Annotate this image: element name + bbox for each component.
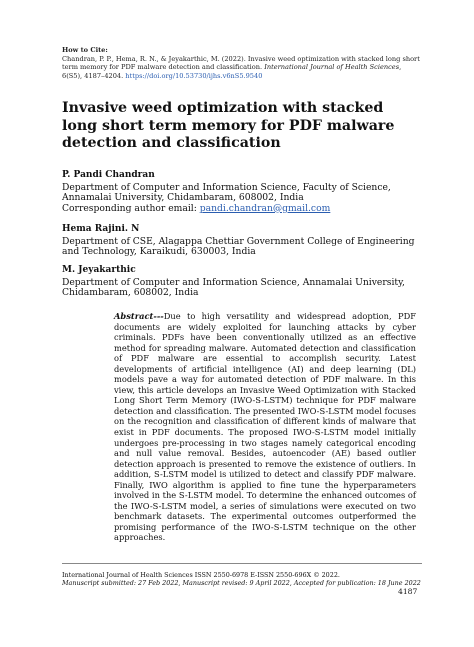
author-name: Hema Rajini. N [62,224,140,234]
citation-doi-link[interactable]: https://doi.org/10.53730/ijhs.v6nS5.9540 [125,71,263,80]
author-2 [62,224,422,258]
author-name: M. Jeyakarthic [62,265,136,275]
author-name: P. Pandi Chandran [62,170,155,180]
author-1 [62,170,422,214]
citation-block [62,46,422,80]
abstract-heading: Abstract--- [114,311,164,321]
page-number: 4187 [398,587,418,596]
paper-title: Invasive weed optimization with stacked long short term memory for PDF malware detection and classification [62,100,395,152]
author-affiliation: Department of Computer and Information Science, Faculty of Science, Annamalai University, Chidambaram, 608002, India [62,181,391,204]
abstract-text: Due to high versatility and widespread adoption, PDF documents are widely exploited for launching attacks by cyber criminals. PDFs have been conventionally utilized as an effective method for spreading malware. Automated detection and classification of PDF malware are essential to accomplish security. Latest developments of artificial intelligence (AI) and deep learning (DL) models pave a way for automated detection of PDF malware. In this view, this article develops an Invasive Weed Optimization with Stacked Long Short Term Memory (IWO-S-LSTM) technique for PDF malware detection and classification. The presented IWO-S-LSTM model focuses on the recognition and classification of different kinds of malware that exist in PDF documents. The proposed IWO-S-LSTM model initially undergoes pre-processing in two stages namely categorical encoding and null value removal. Besides, autoencoder (AE) based outlier detection approach is presented to remove the existence of outliers. In addition, S-LSTM model is utilized to detect and classify PDF malware. Finally, IWO algorithm is applied to fine tune the hyperparameters involved in the S-LSTM model. To determine the enhanced outcomes of the IWO-S-LSTM model, a series of simulations were executed on two benchmark datasets. The experimental outcomes outperformed the promising performance of the IWO-S-LSTM technique on the other approaches. [114,311,416,543]
author-email-link[interactable]: pandi.chandran@gmail.com [199,202,331,214]
abstract [114,311,416,543]
citation-label: How to Cite: [62,46,108,54]
footer-journal-line: International Journal of Health Sciences ISSN 2550-6978 E-ISSN 2550-696X © 2022. [62,571,340,579]
author-3 [62,265,422,299]
email-label: Corresponding author email: [62,202,200,214]
author-affiliation: Department of CSE, Alagappa Chettiar Government College of Engineering and Technology, Karaikudi, 630003, India [62,235,415,258]
citation-journal: International Journal of Health Sciences [264,63,400,72]
footer [62,571,422,587]
author-affiliation: Department of Computer and Information Science, Annamalai University, Chidambaram, 608002, India [62,276,405,299]
citation-authors: Chandran, P. P., Hema, R. N., & Jeyakarthic, M. (2022). Invasive weed optimization with stacked long short term memory for PDF malware detection and classification. [62,54,420,72]
footer-dates: Manuscript submitted: 27 Feb 2022, Manuscript revised: 9 April 2022, Accepted for publication: 18 June 2022 [62,579,421,588]
citation-volume: , 6(S5), 4187–4204. [62,63,402,80]
footer-divider [62,563,422,564]
